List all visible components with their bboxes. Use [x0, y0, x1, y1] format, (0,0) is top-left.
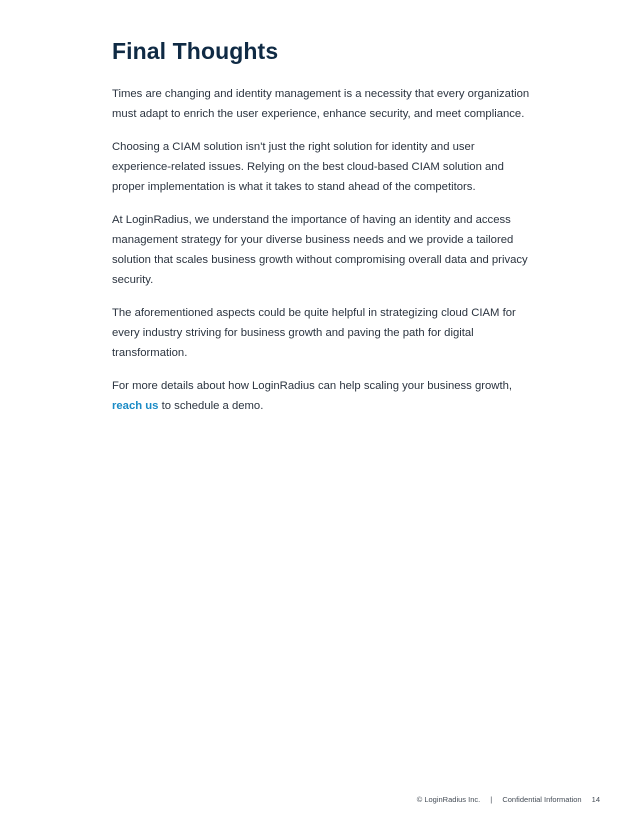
paragraph-aspects: The aforementioned aspects could be quite helpful in strategizing cloud CIAM for every industry striving for business growth and paving the path for digital transformation.: [112, 307, 516, 359]
footer-separator: |: [490, 795, 493, 804]
footer-copyright: © LoginRadius Inc.: [416, 795, 481, 804]
paragraph-intro: Times are changing and identity management is a necessity that every organization must adapt to enrich the user experience, enhance security, and meet compliance.: [112, 88, 530, 120]
page-footer: [417, 794, 600, 806]
page-title: Final Thoughts: [112, 38, 279, 64]
content-body: [112, 84, 532, 429]
paragraph-loginradius: At LoginRadius, we understand the importance of having an identity and access management strategy for your diverse business needs and we provide a tailored solution that scales business growth without compromising overall data and privacy security.: [112, 214, 528, 286]
paragraph-ciam-choice: Choosing a CIAM solution isn't just the right solution for identity and user experience-related issues. Relying on the best cloud-based CIAM solution and proper implementation is what it takes to stand ahead of the competitors.: [112, 141, 504, 193]
paragraph-closing: [112, 376, 532, 416]
closing-text-before: For more details about how LoginRadius can help scaling your business growth,: [112, 380, 513, 392]
closing-text-after: to schedule a demo.: [158, 400, 264, 412]
footer-confidential: Confidential Information: [502, 795, 582, 804]
footer-page-number: 14: [591, 795, 600, 804]
reach-us-link[interactable]: reach us: [112, 400, 159, 412]
